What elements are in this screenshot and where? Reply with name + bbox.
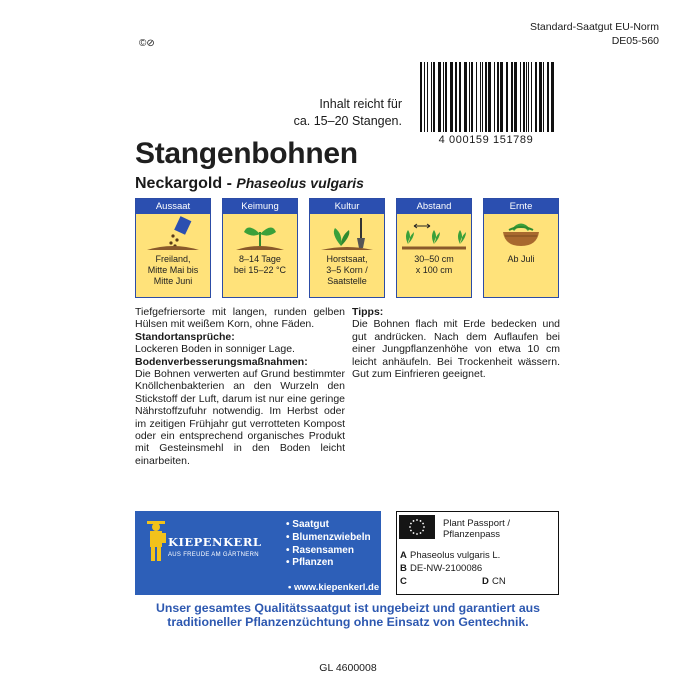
product-title: Stangenbohnen bbox=[135, 137, 358, 170]
tips-heading: Tipps: bbox=[352, 306, 384, 318]
eu-flag-icon bbox=[399, 515, 435, 539]
seed-sowing-icon bbox=[136, 214, 210, 254]
standard-line1: Standard-Saatgut EU-Norm bbox=[530, 21, 659, 33]
list-item: • Blumenzwiebeln bbox=[286, 531, 371, 543]
passport-value: DE-NW-2100086 bbox=[410, 563, 483, 574]
brand-url: • www.kiepenkerl.de bbox=[288, 582, 380, 593]
passport-row-d bbox=[482, 576, 506, 587]
info-line: bei 15–22 °C bbox=[233, 265, 287, 275]
barcode-icon bbox=[416, 62, 556, 144]
site-text: Lockeren Boden in sonniger Lage. bbox=[135, 343, 295, 356]
description-left bbox=[135, 306, 345, 467]
passport-label: B bbox=[400, 563, 407, 574]
passport-label: C bbox=[400, 576, 407, 587]
barcode-number: 4 000159 151789 bbox=[438, 134, 534, 146]
info-line: 8–14 Tage bbox=[239, 254, 281, 264]
quality-statement bbox=[135, 601, 561, 629]
description-right bbox=[352, 306, 560, 380]
spacing-icon bbox=[397, 214, 471, 254]
spade-plant-icon bbox=[310, 214, 384, 254]
info-line: 3–5 Korn / bbox=[326, 265, 368, 275]
intro-text: Tiefgefriersorte mit langen, runden gelben Hülsen mit weißem Korn, ohne Fäden. bbox=[135, 306, 345, 331]
passport-label: A bbox=[400, 550, 407, 561]
gl-code: GL 4600008 bbox=[319, 662, 377, 674]
brand-name: KIEPENKERL bbox=[168, 535, 262, 549]
passport-title bbox=[443, 518, 510, 540]
info-line: x 100 cm bbox=[415, 265, 453, 275]
info-line: Saatstelle bbox=[327, 276, 367, 286]
passport-row-c bbox=[400, 576, 410, 587]
seedling-icon bbox=[223, 214, 297, 254]
standard-line2: DE05-560 bbox=[611, 35, 659, 47]
passport-label: D bbox=[482, 576, 489, 587]
info-box-text bbox=[310, 254, 384, 287]
info-box-text bbox=[223, 254, 297, 276]
info-line: Freiland, bbox=[155, 254, 191, 264]
info-box-head: Aussaat bbox=[136, 199, 210, 214]
info-box-text bbox=[484, 254, 558, 265]
info-line: Ab Juli bbox=[507, 254, 535, 264]
info-box-ernte bbox=[483, 198, 559, 298]
harvest-bowl-icon bbox=[484, 214, 558, 254]
info-line: 30–50 cm bbox=[414, 254, 454, 264]
info-line: Horstsaat, bbox=[326, 254, 368, 264]
info-box-aussaat bbox=[135, 198, 211, 298]
brand-slogan: AUS FREUDE AM GÄRTNERN bbox=[168, 552, 259, 558]
standard-norm bbox=[530, 20, 659, 48]
info-box-text bbox=[136, 254, 210, 287]
quality-line1: Unser gesamtes Qualitätssaatgut ist ungebeizt und garantiert aus bbox=[155, 601, 541, 615]
quality-line2: traditioneller Pflanzenzüchtung ohne Einsatz von Gentechnik. bbox=[167, 615, 529, 629]
info-box-abstand bbox=[396, 198, 472, 298]
contents-note bbox=[262, 96, 402, 130]
info-boxes bbox=[135, 198, 561, 300]
soil-heading: Bodenverbesserungsmaßnahmen: bbox=[135, 355, 308, 368]
passport-value: Phaseolus vulgaris L. bbox=[410, 550, 501, 561]
info-box-text bbox=[397, 254, 471, 276]
passport-title-line1: Plant Passport / bbox=[443, 518, 511, 529]
info-box-head: Abstand bbox=[397, 199, 471, 214]
passport-title-line2: Pflanzenpass bbox=[443, 529, 501, 540]
kiepenkerl-figure-icon bbox=[144, 521, 168, 572]
passport-row-b bbox=[400, 563, 482, 574]
info-line: Mitte Mai bis bbox=[147, 265, 199, 275]
info-box-keimung bbox=[222, 198, 298, 298]
info-box-head: Ernte bbox=[484, 199, 558, 214]
copyright-mark: ©⊘ bbox=[139, 38, 155, 49]
brand-product-list bbox=[286, 519, 371, 570]
info-box-kultur bbox=[309, 198, 385, 298]
info-box-head: Kultur bbox=[310, 199, 384, 214]
info-line: Mitte Juni bbox=[153, 276, 193, 286]
contents-line2: ca. 15–20 Stangen. bbox=[293, 114, 402, 128]
list-item: • Saatgut bbox=[286, 519, 329, 530]
subtitle-separator: - bbox=[222, 175, 237, 192]
scientific-name: Phaseolus vulgaris bbox=[236, 175, 364, 191]
tips-text: Die Bohnen flach mit Erde bedecken und gut andrücken. Nach dem Auflaufen bei einer Jungpflanzenhöhe von etwa 10 cm leicht anhäufeln. Bei Trockenheit wässern. Gut zum Einfrieren geeignet. bbox=[352, 318, 560, 381]
product-subtitle bbox=[135, 175, 364, 193]
site-heading: Standortansprüche: bbox=[135, 330, 235, 343]
plant-passport bbox=[396, 511, 559, 595]
passport-row-a bbox=[400, 550, 500, 561]
list-item: • Rasensamen bbox=[286, 544, 354, 556]
info-box-head: Keimung bbox=[223, 199, 297, 214]
cultivar-name: Neckargold bbox=[135, 175, 223, 192]
list-item: • Pflanzen bbox=[286, 557, 334, 569]
contents-line1: Inhalt reicht für bbox=[319, 97, 402, 111]
passport-value: CN bbox=[492, 576, 506, 587]
soil-text: Die Bohnen verwerten auf Grund bestimmter Knöllchenbakterien an den Wurzeln den Stickstoff der Luft, darum ist nur eine geringe Nährstoffzufuhr notwendig. Im Herbst oder im zeitigen Frühjahr gut verrotteten Kompost oder ein entsprechend organisches Produkt mit Gesteinsmehl in den Boden leicht einarbeiten. bbox=[135, 368, 345, 467]
